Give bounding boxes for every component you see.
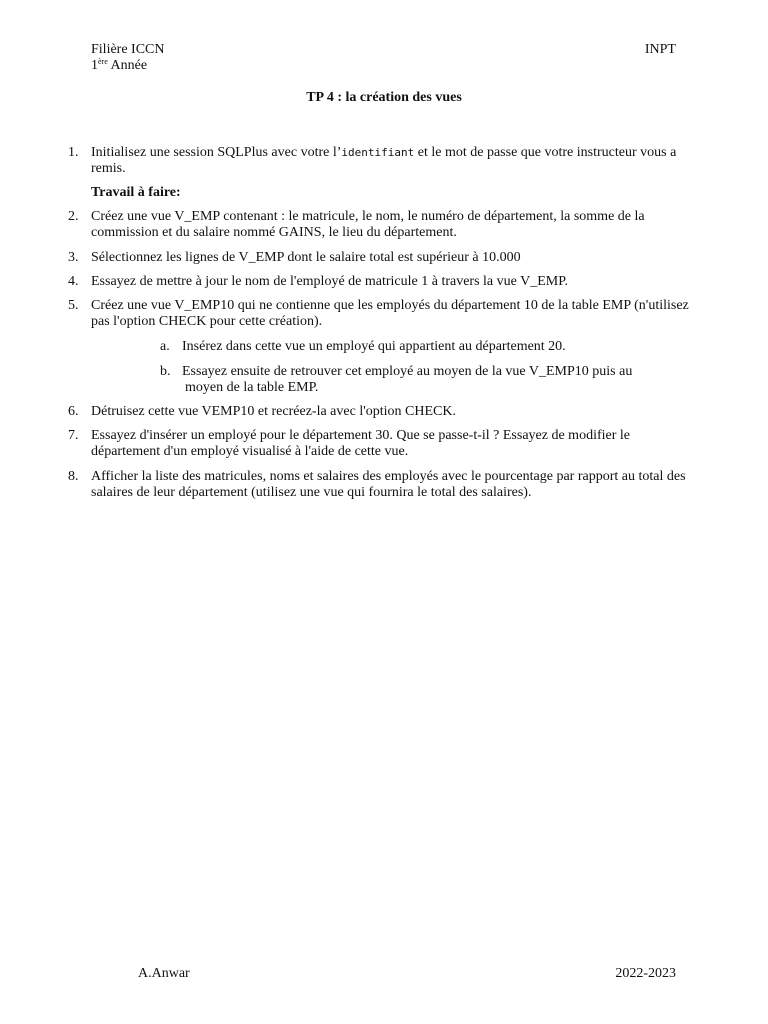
item-text: Sélectionnez les lignes de V_EMP dont le salaire total est supérieur à 10.000 (91, 250, 521, 265)
item-text: Créez une vue V_EMP contenant : le matricule, le nom, le numéro de département, la somme de la commission et du salaire nommé GAINS, le lieu du département. (91, 209, 645, 240)
item-text: Afficher la liste des matricules, noms et salaires des employés avec le pourcentage par rapport au total des salaires de leur département (utilisez une vue qui fournira le total des salaires). (91, 469, 686, 500)
item-text-part: et le mot de passe que votre instructeur vous a remis. (91, 145, 677, 176)
program-name: Filière ICCN (91, 42, 165, 57)
item-number: 6. (68, 404, 79, 419)
year-label (91, 58, 165, 74)
item-number: 4. (68, 274, 79, 289)
page-title: TP 4 : la création des vues (306, 90, 462, 105)
sub-item-letter: b. (160, 364, 171, 379)
item-text: Créez une vue V_EMP10 qui ne contienne que les employés du département 10 de la table EMP (n'utilisez pas l'option CHECK pour cette création). (91, 298, 689, 329)
sub-item-text (182, 364, 702, 396)
year-number: 1 (91, 58, 98, 73)
institution-name: INPT (644, 42, 676, 57)
sub-item-letter: a. (160, 339, 170, 354)
item-number: 1. (68, 145, 79, 160)
sub-item-text: Insérez dans cette vue un employé qui appartient au département 20. (182, 339, 566, 354)
item-number: 8. (68, 469, 79, 484)
item-text: Essayez d'insérer un employé pour le département 30. Que se passe-t-il ? Essayez de modifier le département d'un employé visualisé à l'aide de cette vue. (91, 428, 630, 459)
item-text (91, 145, 701, 177)
item-number: 7. (68, 428, 79, 443)
footer-author: A.Anwar (138, 966, 190, 981)
year-word: Année (107, 58, 148, 73)
header-left (91, 42, 165, 74)
item-text-part: Initialisez une session SQLPlus avec votre l’ (91, 145, 342, 160)
item-number: 5. (68, 298, 79, 313)
footer-year: 2022-2023 (615, 966, 676, 981)
item-number: 3. (68, 250, 79, 265)
year-superscript: ère (98, 57, 108, 66)
item-text: Essayez de mettre à jour le nom de l'employé de matricule 1 à travers la vue V_EMP. (91, 274, 568, 289)
sub-item-line: Essayez ensuite de retrouver cet employé au moyen de la vue V_EMP10 puis au (182, 364, 633, 379)
item-text: Détruisez cette vue VEMP10 et recréez-la avec l'option CHECK. (91, 404, 456, 419)
item-text-mono: identifiant (341, 146, 415, 159)
section-subheading: Travail à faire: (91, 185, 181, 200)
sub-item-line: moyen de la table EMP. (185, 380, 319, 395)
item-number: 2. (68, 209, 79, 224)
